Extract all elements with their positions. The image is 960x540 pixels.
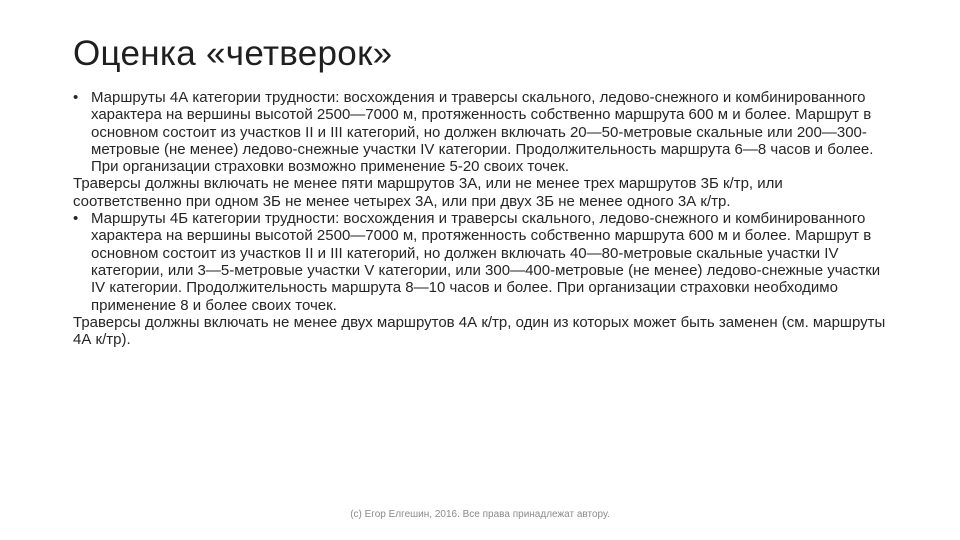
paragraph-text: Маршруты 4А категории трудности: восхождения и траверсы скального, ледово-снежного и комбинированного характера на вершины высотой 2500—7000 м, протяженность собственно маршрута 600 м и более. Маршрут в основном состоит из участков II и III категорий, но должен включать 20—50-метровые скальные или 200—300-метровые (не менее) ледово-снежные участки IV категории. Продолжительность маршрута 6—8 часов и более. При организации страховки возможно применение 5-20 своих точек. [91,89,874,176]
slide-title: Оценка «четверок» [73,34,393,73]
bullet-icon: • [73,89,79,106]
paragraph-traverses-4a: Траверсы должны включать не менее пяти маршрутов 3А, или не менее трех маршрутов 3Б к/тр, или соответственно при одном 3Б не менее четырех 3А, или при двух 3Б не менее одного 3А к/тр. [73,175,783,210]
bullet-icon: • [73,210,79,228]
slide-body [73,89,891,348]
bullet-paragraph-4a [73,89,891,175]
paragraph-traverses-4b: Траверсы должны включать не менее двух маршрутов 4А к/тр, один из которых может быть заменен (см. маршруты 4А к/тр). [73,313,886,349]
paragraph-text: Маршруты 4Б категории трудности: восхождения и траверсы скального, ледово-снежного и комбинированного характера на вершины высотой 2500—7000 м, протяженность собственно маршрута 600 м и более. Маршрут в основном состоит из участков II и III категорий, но должен включать 40—80-метровые скальные участки IV категории, или 3—5-метровые участки V категории, или 300—400-метровые (не менее) ледово-снежные участки IV категории. Продолжительность маршрута 8—10 часов и более. При организации страховки необходимо применение 8 и более своих точек. [91,210,881,314]
bullet-paragraph-4b [73,210,891,314]
copyright-footer: (с) Егор Елгешин, 2016. Все права принадлежат автору. [350,509,610,520]
